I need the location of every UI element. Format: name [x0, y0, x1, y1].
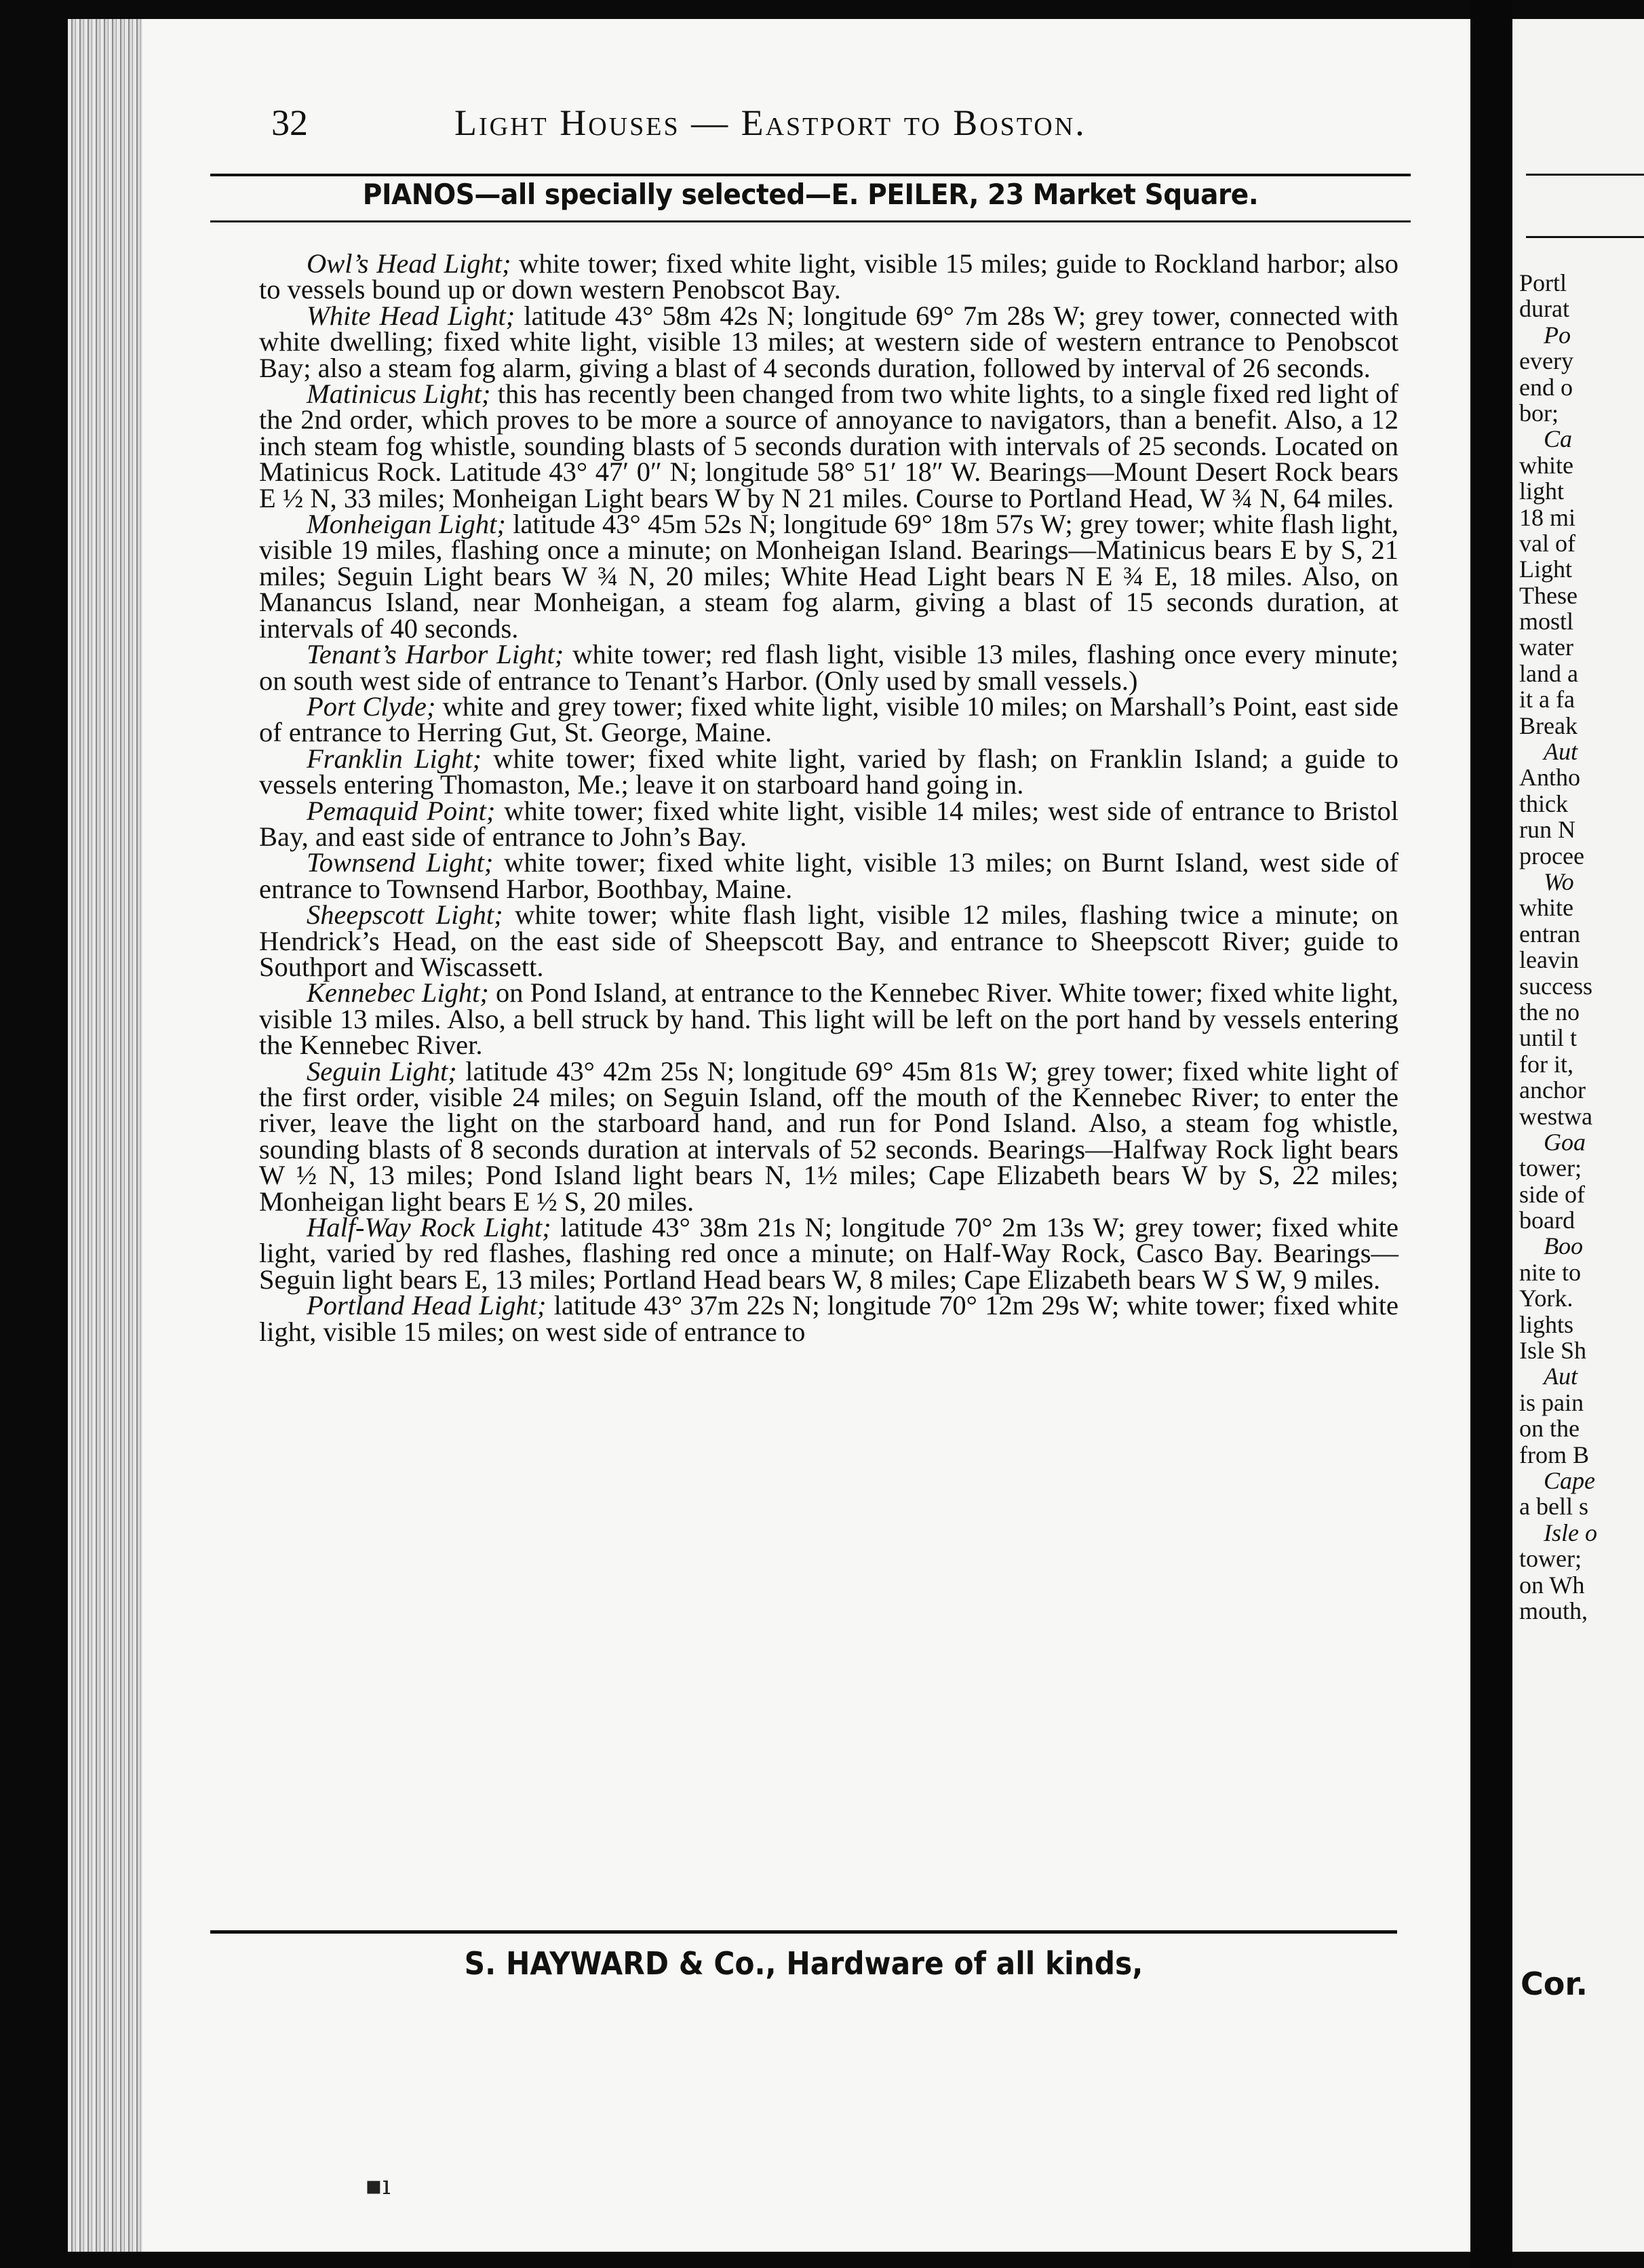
- lighthouse-name: White Head Light;: [307, 300, 515, 331]
- lighthouse-description: white tower; red flash light, visible 13 miles, flashing once every minute; on south west side of entrance to Tenant’s Harbor. (Only used by small vessels.): [259, 639, 1398, 696]
- lighthouse-entry: [259, 847, 1399, 904]
- lighthouse-description: latitude 43° 58m 42s N; longitude 69° 7m 28s W; grey tower, connected with white dwelling; fixed white light, visible 13 miles; at western side of western entrance to Penobscot Bay; also a steam fog alarm, giving a blast of 4 seconds duration, followed by interval of 26 seconds.: [259, 300, 1398, 383]
- adjacent-line: side of: [1519, 1180, 1585, 1208]
- book-page-edges: [68, 19, 142, 2252]
- lighthouse-entry: [259, 1055, 1398, 1217]
- adjacent-line: run N: [1519, 816, 1576, 844]
- adjacent-line: light: [1519, 477, 1565, 505]
- adjacent-advertisement-bottom: Cor.: [1521, 1966, 1588, 2002]
- lighthouse-name: Tenant’s Harbor Light;: [307, 639, 564, 670]
- adjacent-line: 18 mi: [1519, 503, 1576, 531]
- adjacent-line: Portl: [1519, 269, 1567, 296]
- adjacent-line: mouth,: [1519, 1597, 1588, 1624]
- lighthouse-description: on Pond Island, at entrance to the Kennebec River. White tower; fixed white light, visible 13 miles. Also, a bell struck by hand. This light will be left on the port hand by vessels entering the Kennebec River.: [259, 977, 1398, 1061]
- adjacent-page-text: [1519, 270, 1644, 1624]
- adjacent-line: Isle o: [1544, 1519, 1597, 1546]
- lighthouse-name: Port Clyde;: [307, 690, 436, 722]
- adjacent-line: success: [1519, 972, 1592, 1000]
- lighthouse-name: Pemaquid Point;: [307, 795, 496, 826]
- adjacent-line: mostl: [1519, 608, 1574, 636]
- adjacent-line: Light: [1519, 555, 1572, 583]
- lighthouse-name: Owl’s Head Light;: [307, 248, 511, 279]
- lighthouse-description: white tower; fixed white light, visible 15 miles; guide to Rockland harbor; also to vessels bound up or down western Penobscot Bay.: [259, 248, 1398, 305]
- scan-specks: ▪ı: [365, 2170, 391, 2200]
- adjacent-line: Goa: [1544, 1128, 1586, 1156]
- adjacent-ad-rule: [1526, 236, 1644, 238]
- lighthouse-entry: [259, 690, 1398, 748]
- footer-rule: [210, 1930, 1397, 1934]
- scan-border-top: [0, 0, 1644, 19]
- advertisement-top: PIANOS—all specially selected—E. PEILER, 23 Market Square.: [362, 178, 1259, 211]
- adjacent-line: on Wh: [1519, 1571, 1585, 1599]
- adjacent-line: white: [1519, 894, 1573, 922]
- adjacent-line: procee: [1519, 842, 1584, 869]
- adjacent-line: Aut: [1544, 738, 1578, 766]
- adjacent-line: Cape: [1544, 1466, 1595, 1494]
- adjacent-line: tower;: [1519, 1545, 1582, 1573]
- adjacent-line: Ca: [1544, 425, 1573, 453]
- adjacent-line: Wo: [1544, 867, 1574, 895]
- lighthouse-name: Half-Way Rock Light;: [307, 1212, 551, 1243]
- scan-border-left: [0, 0, 68, 2268]
- lighthouse-name: Seguin Light;: [307, 1055, 457, 1087]
- adjacent-line: leavin: [1519, 946, 1579, 974]
- advertisement-bottom: S. HAYWARD & Co., Hardware of all kinds,: [464, 1945, 1143, 1982]
- advertisement-rule: [210, 220, 1411, 222]
- adjacent-line: is pain: [1519, 1388, 1584, 1416]
- adjacent-line: the no: [1519, 998, 1580, 1025]
- lighthouse-description: latitude 43° 38m 21s N; longitude 70° 2m 13s W; grey tower; fixed white light, varied by red flashes, flashing red once a minute; on Half-Way Rock, Casco Bay. Bearings—Seguin light bears E, 13 miles; Portland Head bears W, 8 miles; Cape Elizabeth bears W S W, 9 miles.: [259, 1212, 1398, 1295]
- book-gutter: [1470, 0, 1512, 2268]
- lighthouse-entry: [259, 977, 1398, 1061]
- adjacent-line: it a fa: [1519, 686, 1575, 713]
- lighthouse-name: Portland Head Light;: [307, 1290, 547, 1321]
- lighthouse-name: Kennebec Light;: [307, 977, 489, 1009]
- adjacent-line: Aut: [1544, 1363, 1578, 1390]
- lighthouse-description: white tower; fixed white light, visible 14 miles; west side of entrance to Bristol Bay, and east side of entrance to John’s Bay.: [259, 795, 1398, 852]
- adjacent-line: on the: [1519, 1415, 1580, 1443]
- adjacent-line: York.: [1519, 1285, 1573, 1312]
- lighthouse-description: latitude 43° 37m 22s N; longitude 70° 12m 29s W; white tower; fixed white light, visible 15 miles; on west side of entrance to: [259, 1290, 1398, 1347]
- lighthouse-name: Matinicus Light;: [307, 378, 491, 410]
- lighthouse-entry: [259, 899, 1398, 982]
- adjacent-line: for it,: [1519, 1050, 1573, 1078]
- adjacent-line: Break: [1519, 711, 1578, 739]
- lighthouse-name: Sheepscott Light;: [307, 899, 503, 931]
- lighthouse-description: white and grey tower; fixed white light, visible 10 miles; on Marshall’s Point, east side of entrance to Herring Gut, St. George, Maine.: [259, 690, 1398, 748]
- lighthouse-description: white tower; fixed white light, varied by flash; on Franklin Island; a guide to vessels entering Thomaston, Me.; leave it on starboard hand going in.: [259, 743, 1398, 800]
- lighthouse-entry: [259, 1212, 1398, 1295]
- adjacent-line: tower;: [1519, 1154, 1582, 1182]
- adjacent-line: entran: [1519, 920, 1580, 947]
- running-head: [271, 102, 1424, 170]
- adjacent-line: white: [1519, 451, 1573, 479]
- adjacent-line: end o: [1519, 373, 1573, 401]
- adjacent-line: These: [1519, 581, 1578, 609]
- page-title: Light Houses — Eastport to Boston.: [454, 102, 1087, 143]
- adjacent-line: land a: [1519, 659, 1578, 687]
- page-number: 32: [271, 102, 308, 143]
- adjacent-line: lights: [1519, 1310, 1574, 1338]
- lighthouse-description: latitude 43° 42m 25s N; longitude 69° 45m 81s W; grey tower; fixed white light of the first order, visible 24 miles; on Seguin Island, off the mouth of the Kennebec River; to enter the river, leave the light on the starboard hand, and run for Pond Island. Also, a steam fog whistle, sounding blasts of 8 seconds duration at intervals of 52 seconds. Bearings—Halfway Rock light bears W ½ N, 13 miles; Pond Island light bears N, 1½ miles; Cape Elizabeth bears W by S, 22 miles; Monheigan light bears E ½ S, 20 miles.: [259, 1055, 1398, 1217]
- adjacent-line: every: [1519, 347, 1573, 375]
- lighthouse-description: white tower; fixed white light, visible 13 miles; on Burnt Island, west side of entrance to Townsend Harbor, Boothbay, Maine.: [259, 847, 1399, 904]
- lighthouse-entry: [259, 795, 1398, 852]
- adjacent-line: a bell s: [1519, 1493, 1588, 1521]
- adjacent-line: durat: [1519, 295, 1569, 323]
- adjacent-line: val of: [1519, 529, 1576, 557]
- lighthouse-name: Townsend Light;: [307, 847, 494, 878]
- adjacent-header-rule: [1526, 174, 1644, 176]
- lighthouse-entry: [259, 639, 1398, 696]
- adjacent-line: anchor: [1519, 1076, 1586, 1104]
- lighthouse-entry: [259, 511, 1398, 642]
- lighthouse-entry: [259, 300, 1398, 383]
- adjacent-line: westwa: [1519, 1102, 1592, 1130]
- lighthouse-description: this has recently been changed from two white lights, to a single fixed red light of the 2nd order, which proves to be more a source of annoyance to navigators, than a benefit. Also, a 12 inch steam fog whistle, sounding blasts of 5 seconds duration with intervals of 25 seconds. Located on Matinicus Rock. Latitude 43° 47′ 0″ N; longitude 58° 51′ 18″ W. Bearings—Mount Desert Rock bears E ½ N, 33 miles; Monheigan Light bears W by N 21 miles. Course to Portland Head, W ¾ N, 64 miles.: [259, 378, 1398, 513]
- lighthouse-description: white tower; white flash light, visible 12 miles, flashing twice a minute; on Hendrick’s Head, on the east side of Sheepscott Bay, and entrance to Sheepscott River; guide to Southport and Wiscassett.: [259, 899, 1398, 982]
- lighthouse-name: Monheigan Light;: [307, 509, 506, 540]
- lighthouse-entries: [259, 248, 1399, 1347]
- adjacent-line: Antho: [1519, 764, 1580, 791]
- lighthouse-entry: [259, 1290, 1398, 1347]
- adjacent-page: [1512, 19, 1644, 2252]
- scan-border-bottom: [0, 2252, 1644, 2268]
- adjacent-line: nite to: [1519, 1258, 1581, 1286]
- adjacent-line: bor;: [1519, 399, 1559, 427]
- adjacent-line: from B: [1519, 1441, 1589, 1468]
- adjacent-line: water: [1519, 633, 1573, 661]
- lighthouse-entry: [259, 378, 1398, 513]
- adjacent-line: thick: [1519, 789, 1568, 817]
- adjacent-line: Isle Sh: [1519, 1337, 1586, 1365]
- adjacent-line: board: [1519, 1207, 1575, 1234]
- lighthouse-entry: [259, 743, 1398, 800]
- adjacent-line: Po: [1544, 321, 1571, 349]
- header-rule: [210, 174, 1411, 176]
- adjacent-line: Boo: [1544, 1232, 1583, 1260]
- adjacent-line: until t: [1519, 1024, 1578, 1052]
- lighthouse-entry: [259, 248, 1398, 305]
- lighthouse-description: latitude 43° 45m 52s N; longitude 69° 18m 57s W; grey tower; white flash light, visible 19 miles, flashing once a minute; on Monheigan Island. Bearings—Matinicus bears E by S, 21 miles; Seguin Light bears W ¾ N, 20 miles; White Head Light bears N E ¾ E, 18 miles. Also, on Manancus Island, near Monheigan, a steam fog alarm, giving a blast of 15 seconds duration, at intervals of 40 seconds.: [259, 509, 1398, 644]
- lighthouse-name: Franklin Light;: [307, 743, 482, 774]
